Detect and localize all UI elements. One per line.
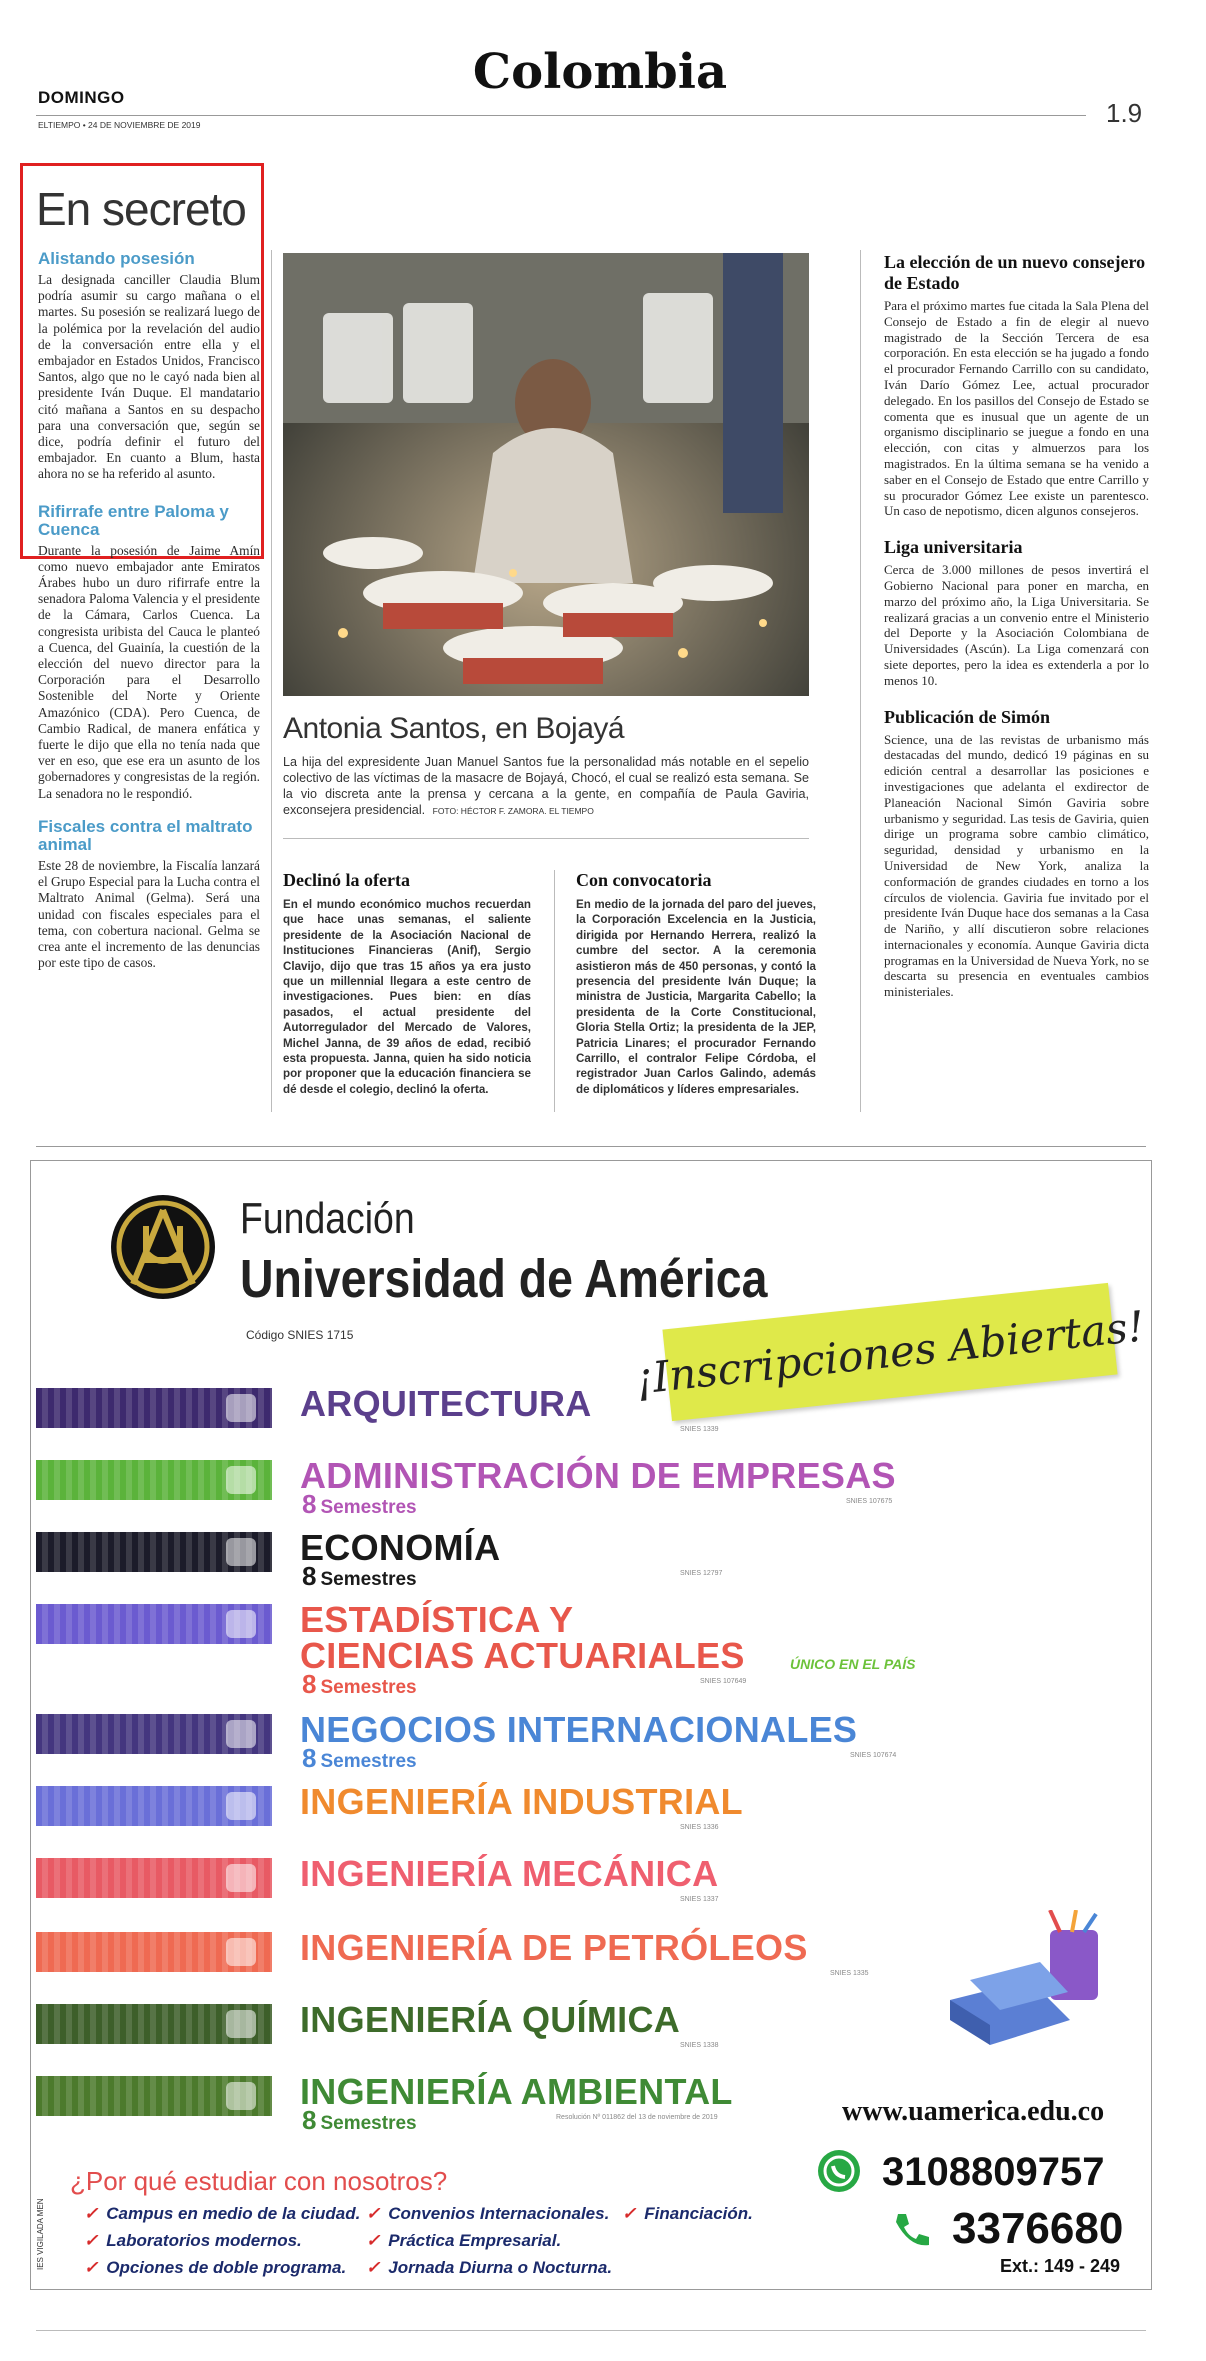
column-divider	[554, 870, 555, 1112]
program-snies: SNIES 1335	[830, 1970, 869, 1977]
program-band	[36, 1532, 272, 1572]
en-secreto-title: En secreto	[36, 183, 246, 235]
program-band	[36, 2076, 272, 2116]
program-illustration-icon	[226, 1466, 256, 1494]
caption-text: La hija del expresidente Juan Manuel Santos fue la personalidad más notable en el sepelio colectivo de las víctimas de la masacre de Bojayá, Chocó, el cual se realizó esta semana. Se la vio discreta ante la prensa y cercana a la gente, en compañía de Paula Gaviria, exconsejera presidencial.	[283, 755, 809, 817]
center-column-1	[283, 870, 531, 1097]
paper-date: ELTIEMPO • 24 DE NOVIEMBRE DE 2019	[38, 120, 201, 130]
column-heading: Publicación de Simón	[884, 706, 1051, 727]
whatsapp-number[interactable]: 3108809757	[882, 2150, 1105, 2194]
program-illustration-icon	[226, 2082, 256, 2110]
photo-caption-title: Antonia Santos, en Bojayá	[283, 712, 625, 745]
why-item: ✓ Convenios Internacionales.	[366, 2204, 610, 2223]
books-illustration	[950, 1910, 1120, 2050]
column-heading: La elección de un nuevo consejero de Estado	[884, 252, 1146, 293]
program-band	[36, 2004, 272, 2044]
photo-caption	[283, 754, 809, 819]
program-name: INGENIERÍA MECÁNICA	[300, 1853, 719, 1894]
program-snies: SNIES 1337	[680, 1896, 719, 1903]
photo-credit: FOTO: HÉCTOR F. ZAMORA. EL TIEMPO	[432, 806, 594, 816]
program-snies: SNIES 107649	[700, 1678, 747, 1685]
program-band	[36, 1460, 272, 1500]
why-item: ✓ Financiación.	[622, 2204, 753, 2223]
program-name: INGENIERÍA AMBIENTAL	[300, 2071, 733, 2112]
program-illustration-icon	[226, 2010, 256, 2038]
program-illustration-icon	[226, 1938, 256, 1966]
why-title: ¿Por qué estudiar con nosotros?	[70, 2166, 448, 2196]
column-divider	[860, 250, 861, 1112]
program-band	[36, 1604, 272, 1644]
column-heading: Declinó la oferta	[283, 870, 410, 890]
right-column	[884, 252, 1149, 1000]
program-snies: SNIES 12797	[680, 1570, 723, 1577]
program-snies: SNIES 107674	[850, 1752, 897, 1759]
phone-extension: Ext.: 149 - 249	[1000, 2256, 1121, 2276]
phone-number[interactable]: 3376680	[952, 2204, 1124, 2253]
page-number: 1.9	[1106, 98, 1143, 128]
program-semesters: 8 Semestres	[302, 1669, 417, 1699]
program-band	[36, 1714, 272, 1754]
program-band	[36, 1388, 272, 1428]
section-title: Colombia	[472, 44, 728, 100]
program-name: NEGOCIOS INTERNACIONALES	[300, 1709, 858, 1750]
day-label: DOMINGO	[38, 88, 125, 107]
program-illustration-icon	[226, 1864, 256, 1892]
item-text: Durante la posesión de Jaime Amín como nuevo embajador ante Emiratos Árabes hubo un duro rifirrafe entre la senadora Paloma Valencia y el presidente de la Cámara, Carlos Cuenca. La congresista uribista del Cauca le planteó a Cuenca, del Guainía, la cuestión de la elección del nuevo director para la Corporación para el Desarrollo Sostenible del Norte y Oriente Amazónico (CDA). Pero Cuenca, de Cambio Radical, de manera enfática y fuerte le dijo que ella no tenía nada que ver en eso, que ese era un asunto de los gobernadores y congresistas de la región. La senadora no le respondió.	[38, 542, 260, 801]
why-item: ✓ Práctica Empresarial.	[366, 2231, 562, 2250]
university-name: Universidad de América	[240, 1249, 768, 1309]
program-illustration-icon	[226, 1610, 256, 1638]
program-band	[36, 1786, 272, 1826]
program-semesters: 8 Semestres	[302, 1743, 417, 1773]
why-item: ✓ Campus en medio de la ciudad.	[84, 2204, 361, 2223]
program-illustration-icon	[226, 1538, 256, 1566]
program-band	[36, 1932, 272, 1972]
why-column-1	[84, 2200, 360, 2281]
why-column-2	[366, 2200, 612, 2281]
program-name: ARQUITECTURA	[300, 1383, 592, 1424]
program-illustration-icon	[226, 1720, 256, 1748]
phone-icon	[890, 2208, 934, 2252]
column-text: En el mundo económico muchos recuerdan que hace unas semanas, el saliente presidente de la Asociación Nacional de Instituciones Financieras (Anif), Sergio Clavijo, dijo que tras 15 años ya era justo que un millennial llegara a este centro de investigaciones. Pues bien: en días pasados, el actual presidente del Autorregulador del Mercado de Valores, Michel Janna, de 39 años de edad, recibió esta propuesta. Janna, quien ha sido noticia por proponer que la educación financiera se dé desde el colegio, declinó la oferta.	[283, 898, 531, 1096]
column-heading: Con convocatoria	[576, 870, 712, 890]
page-separator	[36, 1146, 1146, 1147]
column-text: Science, una de las revistas de urbanismo más destacadas del mundo, dedicó 19 páginas en su edición central a desarrollar las posiciones e investigaciones que adelanta el exdirector de Planeación Nacional Simón Gaviria sobre urbanismo y seguridad. Las tesis de Gaviria, quien dirige un programa sobre cambio climático, seguridad, densidad y urbanismo en la Universidad de New York, analiza la conformación de grandes ciudades en torno a los círculos de violencia. Gaviria fue invitado por el presidente Iván Duque hace dos semanas a la Casa de Nariño, y allí discutieron sobre relaciones internacionales y economía. Aunque Gaviria dicta programas en la Universidad de Nueva York, no se descarta su presencia en eventuales cambios ministeriales.	[884, 731, 1149, 1000]
program-illustration-icon	[226, 1792, 256, 1820]
snies-code: Código SNIES 1715	[246, 1328, 354, 1342]
program-snies: SNIES 107675	[846, 1498, 893, 1505]
program-name: ECONOMÍA	[300, 1527, 501, 1568]
item-heading: Fiscales contra el maltrato animal	[38, 816, 253, 854]
column-text: Para el próximo martes fue citada la Sala Plena del Consejo de Estado a fin de elegir al nuevo magistrado de la Sección Tercera de esa corporación. En esta elección se ha jugado a fondo el procurador Fernando Carrillo con su candidato, Iván Darío Gómez Lee, actual procurador delegado. En los pasillos del Consejo de Estado se comenta que es inusual que un agente de un organismo disciplinario se juegue a fondo en una elección, con citas y almuerzos para los magistrados. En la última semana se ha venido a saber en el Consejo de Estado que entre Carrillo y su procurador Gómez Lee existe un parentesco. Un caso de nepotismo, dicen algunos consejeros.	[884, 298, 1149, 519]
en-secreto-column	[38, 250, 260, 971]
center-column-2	[576, 870, 816, 1097]
program-name: ESTADÍSTICA Y	[300, 1599, 574, 1640]
item-heading: Alistando posesión	[38, 249, 195, 268]
caption-rule	[283, 838, 809, 839]
why-item: ✓ Opciones de doble programa.	[84, 2258, 347, 2277]
program-band	[36, 1858, 272, 1898]
why-item: ✓ Jornada Diurna o Nocturna.	[366, 2258, 613, 2277]
program-snies: Resolución Nº 011862 del 13 de noviembre de 2019	[556, 2114, 718, 2121]
university-logo	[108, 1192, 218, 1302]
news-photo	[283, 253, 809, 696]
program-name: INGENIERÍA DE PETRÓLEOS	[300, 1927, 808, 1968]
item-heading: Rifirrafe entre Paloma y Cuenca	[38, 501, 229, 539]
foundation-label: Fundación	[240, 1194, 415, 1243]
why-column-3	[622, 2200, 753, 2227]
program-semesters: 8 Semestres	[302, 1489, 417, 1519]
item-text: La designada canciller Claudia Blum podría asumir su cargo mañana o el martes. Su posesión se realizará luego de la polémica por la revelación del audio de la conversación entre ella y el embajador en Estados Unidos, Francisco Santos, algo que no le cayó nada bien al presidente Iván Duque. El mandatario citó mañana a Santos en su despacho para una conversación que, según se dice, podría definir el futuro del embajador. En cuanto a Blum, hasta ahora no se ha referido al asunto.	[38, 272, 260, 482]
program-snies: SNIES 1336	[680, 1824, 719, 1831]
registration-banner-text: ¡Inscripciones Abiertas!	[633, 1300, 1147, 1404]
program-name: INGENIERÍA INDUSTRIAL	[300, 1781, 743, 1822]
vigilada-label: IES VIGILADA MEN	[36, 2198, 45, 2270]
unique-badge: ÚNICO EN EL PAÍS	[790, 1656, 916, 1672]
website-link[interactable]: www.uamerica.edu.co	[842, 2096, 1105, 2127]
column-text: Cerca de 3.000 millones de pesos invertirá el Gobierno Nacional para poner en marcha, en marzo del próximo año, la Liga Universitaria. Se realizará gracias a un convenio entre el Ministerio del Deporte y la Asociación Colombiana de Universidades (Ascún). La Liga comenzará con siete deportes, pero la idea es extenderla a por lo menos 10.	[884, 562, 1149, 688]
column-text: En medio de la jornada del paro del jueves, la Corporación Excelencia en la Justicia, dirigida por Hernando Herrera, realizó la cumbre del sector. A la ceremonia asistieron más de 450 personas, y contó la presencia del presidente Iván Duque; la ministra de Justicia, Margarita Cabello; la presidenta de la Corte Constitucional, Gloria Stella Ortiz; la presidenta de la JEP, Patricia Linares; el procurador Fernando Carrillo, el contralor Felipe Córdoba, el registrador Juan Carlos Galindo, además de diplomáticos y líderes empresariales.	[576, 898, 816, 1096]
program-snies: SNIES 1338	[680, 2042, 719, 2049]
whatsapp-icon	[816, 2148, 862, 2194]
program-snies: SNIES 1339	[680, 1426, 719, 1433]
program-illustration-icon	[226, 1394, 256, 1422]
header-rule	[36, 115, 1086, 116]
why-item: ✓ Laboratorios modernos.	[84, 2231, 302, 2250]
program-semesters: 8 Semestres	[302, 1561, 417, 1591]
program-name-line-2: CIENCIAS ACTUARIALES	[300, 1635, 745, 1676]
program-name: INGENIERÍA QUÍMICA	[300, 1999, 681, 2040]
column-heading: Liga universitaria	[884, 537, 1023, 558]
program-semesters: 8 Semestres	[302, 2105, 417, 2135]
column-divider	[271, 250, 272, 1112]
item-text: Este 28 de noviembre, la Fiscalía lanzará el Grupo Especial para la Lucha contra el Maltrato Animal (Gelma). Será una unidad con fiscales especiales para el tema, con cobertura nacional. Gelma se crea ante el incremento de las denuncias por este tipo de casos.	[38, 857, 260, 971]
bottom-rule	[36, 2330, 1146, 2331]
program-name: ADMINISTRACIÓN DE EMPRESAS	[300, 1455, 896, 1496]
